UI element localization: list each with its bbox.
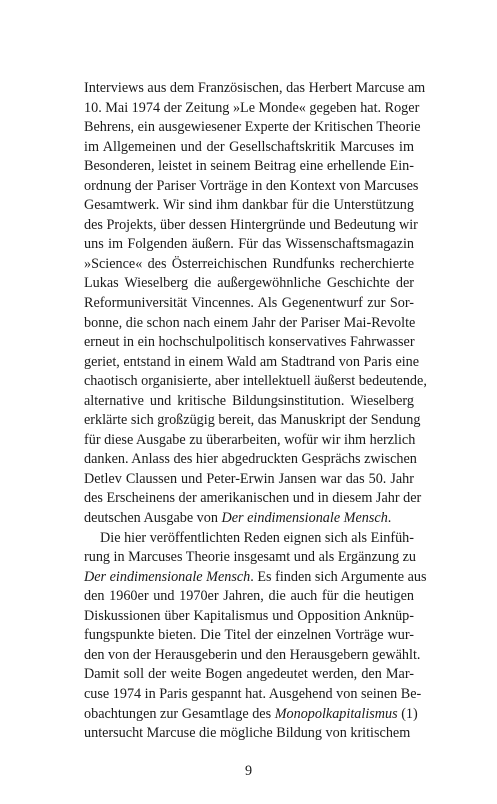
text-line	[84, 353, 420, 373]
text-line	[84, 392, 414, 412]
text-run: den 1960er und 1970er Jahren, die auch für die heutigen	[84, 588, 414, 605]
text-run: Besonderen, leistet in seinem Beitrag eine erhellende Ein-	[84, 158, 414, 175]
text-run: Interviews aus dem Französischen, das Herbert Marcuse am	[84, 80, 426, 96]
text-line	[84, 294, 414, 314]
text-run: des Projekts, über dessen Hintergründe und Bedeutung wir	[84, 216, 418, 233]
text-line	[84, 509, 414, 529]
text-line	[84, 138, 414, 158]
text-run: alternative und kritische Bildungsinstitution. Wieselberg	[84, 392, 414, 409]
italic-title: Der eindimensionale Mensch	[221, 510, 388, 527]
text-run: bonne, die schon nach einem Jahr der Pariser Mai-Revolte	[84, 314, 416, 331]
text-line	[84, 470, 414, 490]
text-run: Detlev Claussen und Peter-Erwin Jansen war das 50. Jahr	[84, 470, 414, 487]
text-line	[84, 333, 414, 353]
text-line	[84, 79, 426, 99]
paragraph	[84, 79, 427, 529]
text-run: ordnung der Pariser Vorträge in den Kontext von Marcuses	[84, 177, 419, 194]
text-run: fungspunkte bieten. Die Titel der einzelnen Vorträge wur-	[84, 627, 414, 644]
text-line	[84, 411, 421, 431]
body-text	[84, 79, 427, 744]
text-run: cuse 1974 in Paris gespannt hat. Ausgehend von seinen Be-	[84, 685, 422, 702]
text-line	[84, 216, 418, 236]
text-run: Die hier veröffentlichten Reden eignen sich als Einfüh-	[100, 529, 414, 546]
text-run: für diese Ausgabe zu überarbeiten, wofür wir ihm herzlich	[84, 431, 416, 448]
text-run: danken. Anlass des hier abgedruckten Gesprächs zwischen	[84, 451, 417, 468]
text-line	[84, 685, 422, 705]
text-run: deutschen Ausgabe von	[84, 510, 222, 527]
text-line	[84, 665, 414, 685]
italic-title: Der eindimensionale Mensch	[84, 568, 251, 585]
text-line	[84, 529, 414, 549]
text-run: 10. Mai 1974 der Zeitung »Le Monde« gegeben hat. Roger	[84, 99, 420, 116]
text-run: Lukas Wieselberg die außergewöhnliche Geschichte der	[84, 275, 414, 292]
text-line	[84, 548, 417, 568]
text-run: des Erscheinens der amerikanischen und in diesem Jahr der	[84, 490, 422, 507]
text-line	[84, 157, 414, 177]
text-line	[84, 626, 414, 646]
text-run: im Allgemeinen und der Gesellschaftskritik Marcuses im	[84, 138, 414, 155]
text-run: den von der Herausgeberin und den Herausgebern gewählt.	[84, 646, 421, 663]
text-line	[84, 255, 414, 275]
text-line	[84, 607, 414, 627]
page-number: 9	[244, 763, 253, 779]
text-line	[84, 196, 414, 216]
text-line	[84, 489, 422, 509]
text-line	[84, 431, 414, 451]
text-line	[84, 177, 419, 197]
text-run: Reformuniversität Vincennes. Als Gegenentwurf zur Sor-	[84, 295, 414, 312]
text-run: obachtungen zur Gesamtlage des	[84, 705, 275, 722]
text-run: erklärte sich großzügig bereit, das Manuskript der Sendung	[84, 412, 421, 429]
text-run: geriet, entstand in einem Wald am Stadtrand von Paris eine	[84, 353, 420, 370]
text-line	[84, 450, 417, 470]
text-line	[84, 646, 421, 666]
text-line	[84, 118, 421, 138]
italic-title: Monopolkapitalismus	[274, 705, 398, 722]
text-line	[84, 99, 420, 119]
text-run: (1)	[397, 705, 418, 722]
text-run: . Es finden sich Argumente aus	[250, 568, 427, 585]
text-line	[84, 705, 418, 725]
text-run: Diskussionen über Kapitalismus und Opposition Anknüp-	[84, 607, 414, 624]
text-line	[84, 274, 414, 294]
text-line	[84, 724, 414, 744]
text-line	[84, 587, 414, 607]
text-line	[84, 235, 414, 255]
text-line	[84, 568, 427, 588]
text-run: chaotisch organisierte, aber intellektuell äußerst bedeutende,	[84, 373, 427, 390]
text-run: »Science« des Österreichischen Rundfunks recherchierte	[84, 255, 414, 272]
text-run: erneut in ein hochschulpolitisch konservatives Fahrwasser	[84, 334, 415, 351]
text-run: uns im Folgenden äußern. Für das Wissenschaftsmagazin	[84, 236, 414, 253]
text-line	[84, 314, 414, 334]
text-run: untersucht Marcuse die mögliche Bildung von kritischem	[84, 725, 411, 742]
text-run: Damit soll der weite Bogen angedeutet werden, den Mar-	[84, 666, 414, 683]
text-run: Gesamtwerk. Wir sind ihm dankbar für die Unterstützung	[84, 197, 414, 214]
text-run: rung in Marcuses Theorie insgesamt und als Ergänzung zu	[84, 549, 417, 566]
text-run: .	[387, 510, 392, 527]
paragraph	[84, 529, 427, 744]
text-line	[84, 372, 427, 392]
text-run: Behrens, ein ausgewiesener Experte der Kritischen Theorie	[84, 119, 421, 136]
